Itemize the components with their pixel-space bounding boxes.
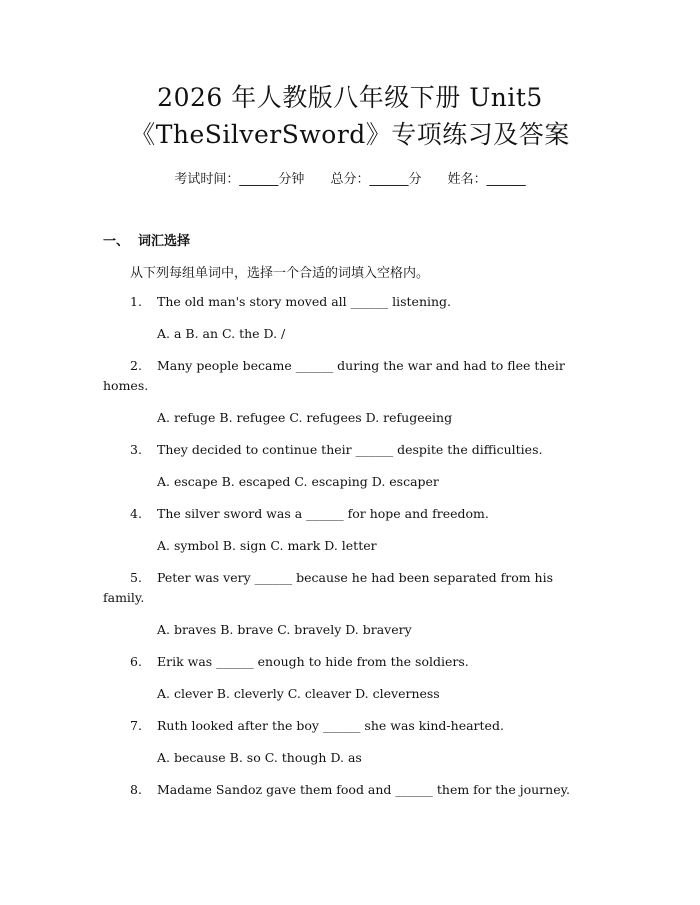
question-6-options: A. clever B. cleverly C. cleaver D. cleverness [157,686,440,701]
question-number: 6. [130,654,142,669]
question-5 [130,570,553,585]
question-2-continuation: homes. [103,378,149,393]
question-number: 4. [130,506,142,521]
section-instruction: 从下列每组单词中，选择一个合适的词填入空格内。 [130,266,430,281]
question-text: Ruth looked after the boy ______ she was kind-hearted. [157,718,504,733]
question-1-options: A. a B. an C. the D. / [157,326,286,341]
question-5-options: A. braves B. brave C. bravely D. bravery [157,622,412,637]
question-4 [130,506,489,521]
exam-time: 考试时间：______分钟 [174,172,305,187]
question-8 [130,782,570,797]
exam-meta [0,168,700,187]
question-4-options: A. symbol B. sign C. mark D. letter [157,538,377,553]
question-7 [130,718,504,733]
exam-score: 总分：______分 [330,172,422,187]
title-line-1: 2026 年人教版八年级下册 Unit5 [157,83,543,112]
question-number: 5. [130,570,142,585]
question-7-options: A. because B. so C. though D. as [157,750,362,765]
question-text: The silver sword was a ______ for hope and freedom. [157,506,489,521]
question-text: The old man's story moved all ______ listening. [157,294,452,309]
question-2 [130,358,565,373]
question-3-options: A. escape B. escaped C. escaping D. escaper [157,474,439,489]
question-2-options: A. refuge B. refugee C. refugees D. refugeeing [157,410,453,425]
question-number: 7. [130,718,142,733]
question-3 [130,442,542,457]
question-number: 8. [130,782,142,797]
question-number: 3. [130,442,142,457]
section-title: 词汇选择 [138,234,191,249]
question-text: Erik was ______ enough to hide from the soldiers. [157,654,469,669]
question-number: 2. [130,358,142,373]
question-text: Many people became ______ during the war and had to flee their [157,358,565,373]
question-text: Madame Sandoz gave them food and ______ them for the journey. [157,782,570,797]
question-text: Peter was very ______ because he had been separated from his [157,570,554,585]
section-heading [103,230,190,249]
question-6 [130,654,469,669]
question-text: They decided to continue their ______ despite the difficulties. [157,442,543,457]
question-number: 1. [130,294,142,309]
question-1 [130,294,451,309]
section-number: 一、 [103,234,130,249]
question-5-continuation: family. [103,590,145,605]
exam-name: 姓名：______ [447,172,526,187]
title-line-2: 《TheSilverSword》专项练习及答案 [130,120,570,149]
